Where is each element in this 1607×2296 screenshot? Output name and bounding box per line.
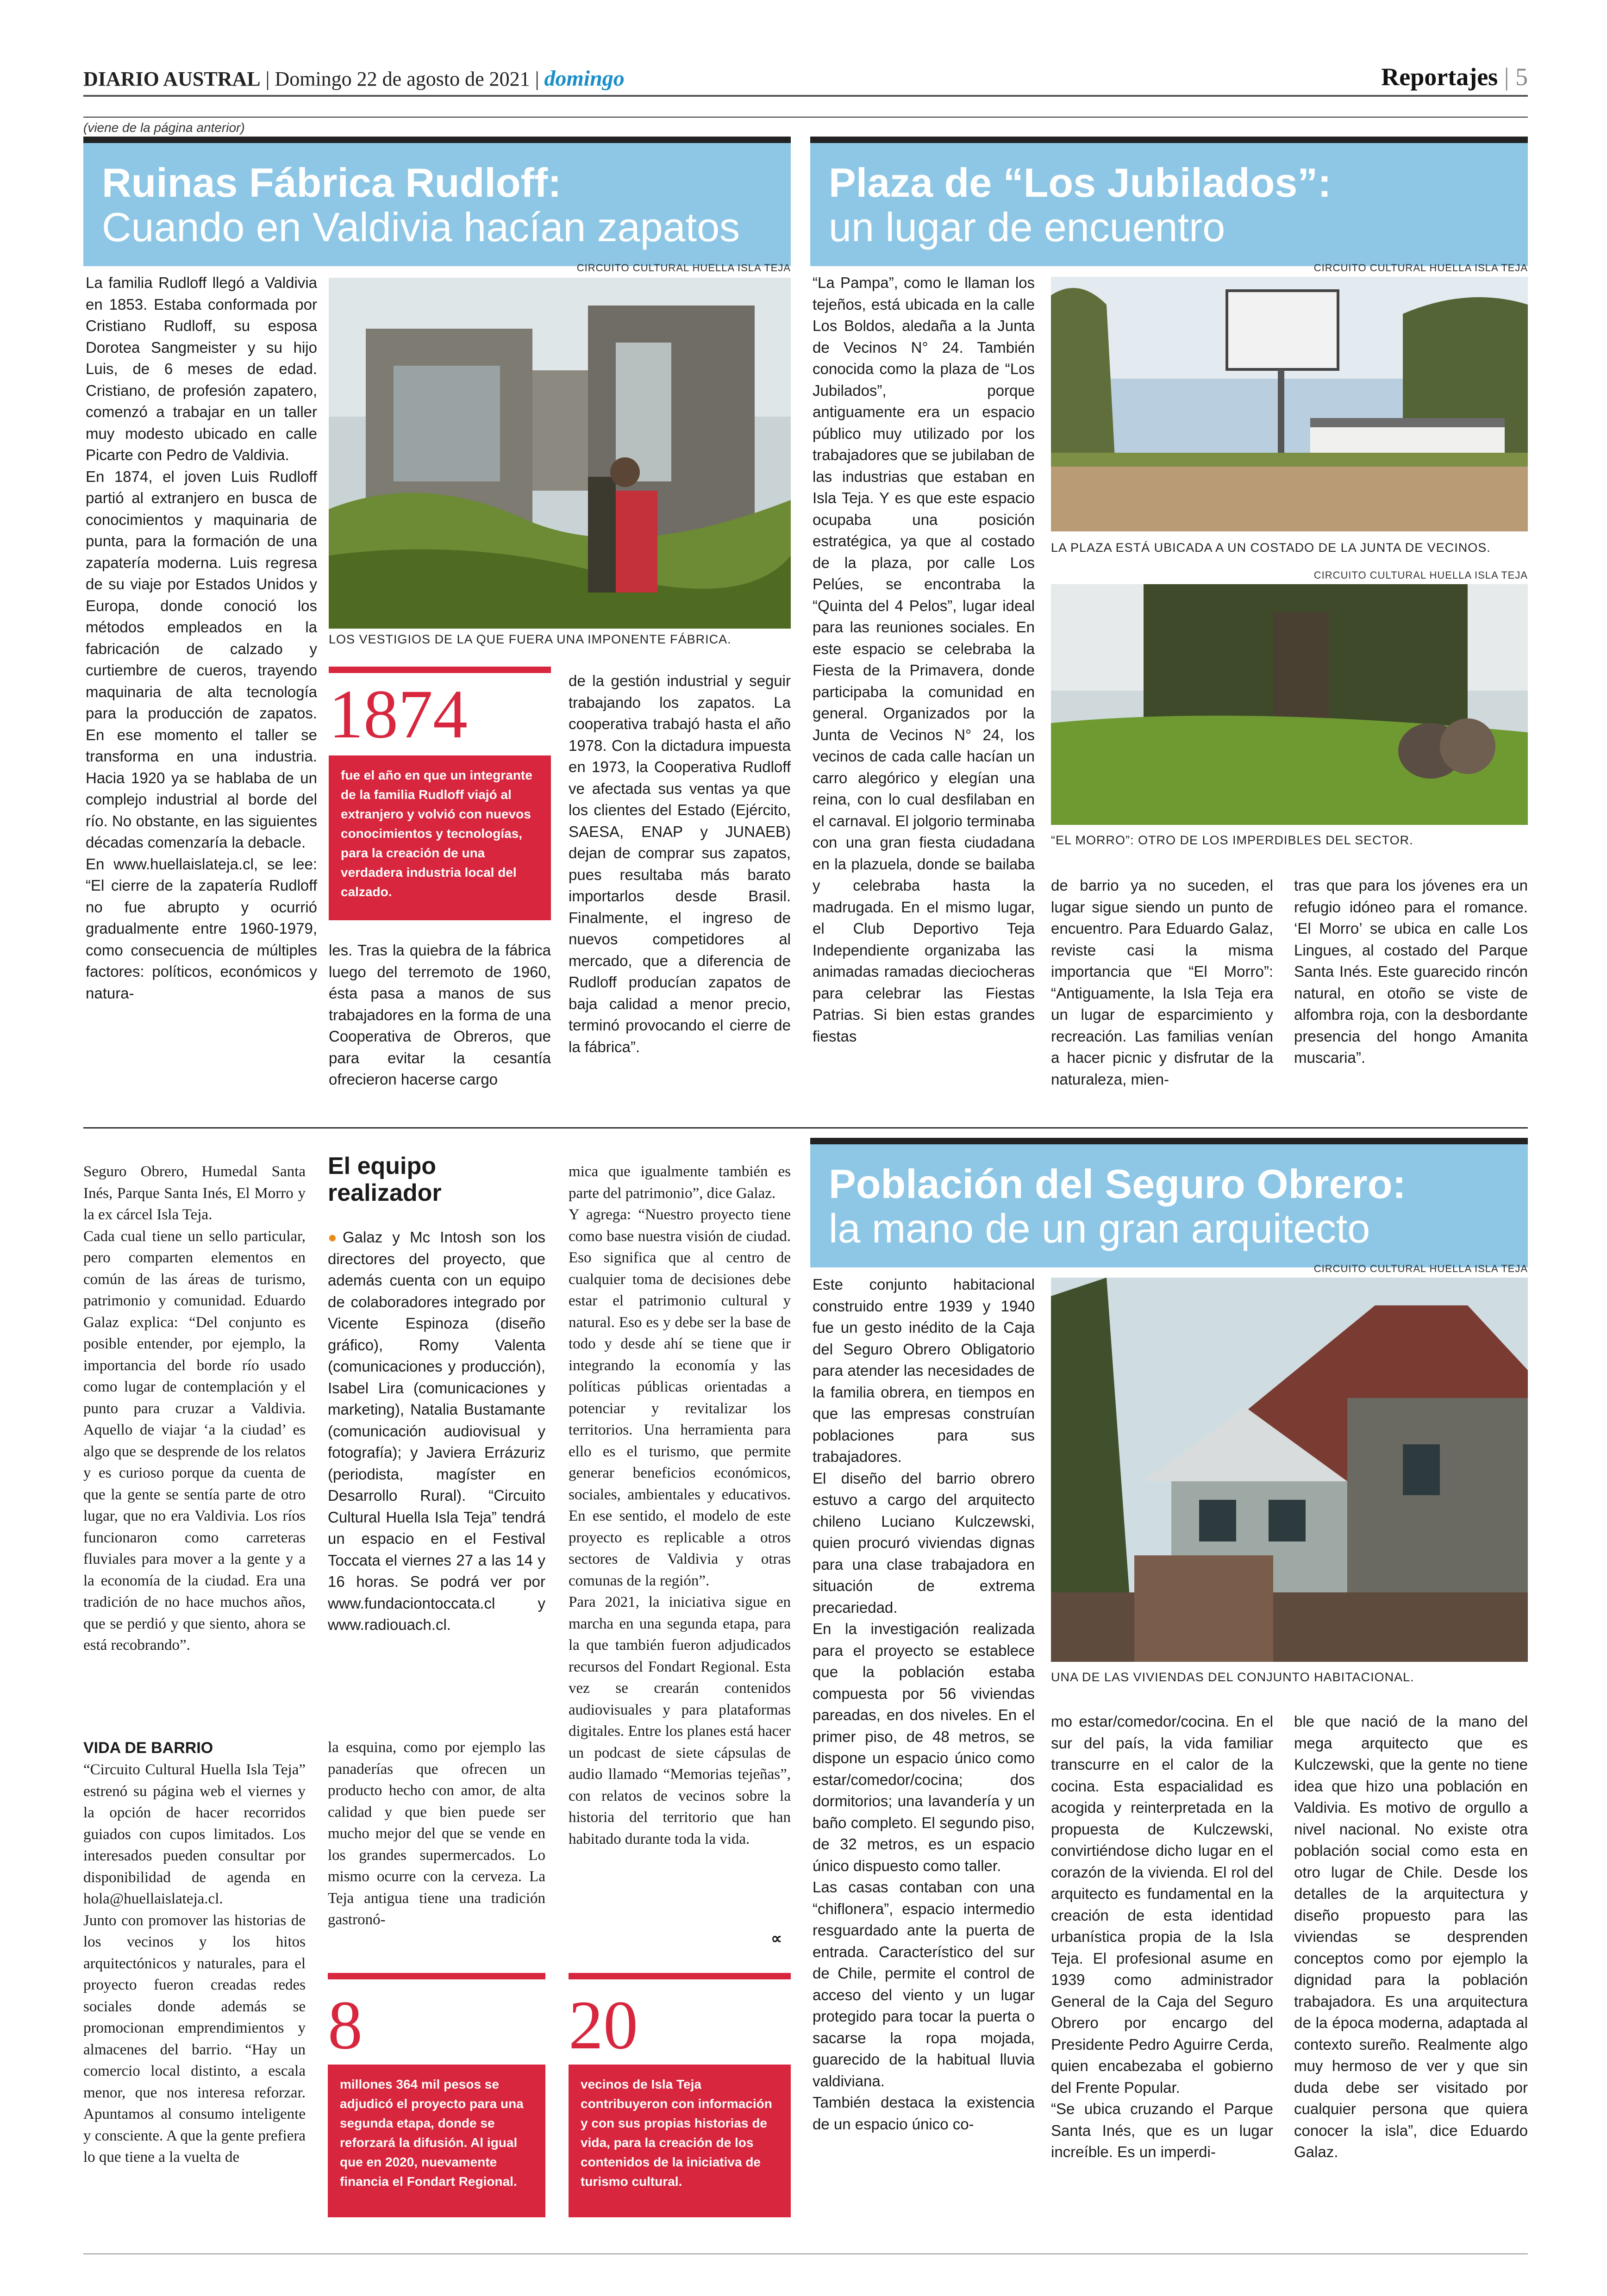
photo-credit: CIRCUITO CULTURAL HUELLA ISLA TEJA	[576, 262, 791, 274]
seguro-photo	[1051, 1278, 1528, 1662]
seguro-col-1: Este conjunto habitacional construido entre 1939 y 1940 fue un gesto inédito de la Caja del Seguro Obrero Obligatorio para atender las necesidades de la familia obrera, en tiempos en que las empresas construían poblaciones para sus trabajadores. El diseño del barrio obrero estuvo a cargo del arquitecto chileno Luciano Kulczewski, quien procuró viviendas dignas para una clase trabajadora en situación de extrema precariedad. En la investigación realizada para el proyecto se establece que la población estaba compuesta por 56 viviendas pareadas, en dos niveles. En el primer piso, de 48 metros, se dispone un espacio único como estar/comedor/cocina; dos dormitorios; una lavandería y un baño completo. El segundo piso, de 32 metros, es un espacio único dispuesto como taller. Las casas contaban con una “chiflonera”, espacio intermedio resguardado ante la puerta de entrada. Característico del sur de Chile, permite el control de acceso del viento y un lugar protegido para tocar la puerta o sacarse la ropa mojada, guarecido de la habitual lluvia valdiviana. También destaca la existencia de un espacio único co-	[813, 1276, 1035, 2133]
stat-8-box: millones 364 mil pesos se adjudicó el proyecto para una segunda etapa, donde se reforzará la difusión. Al igual que en 2020, nuevamente financia el Fondart Regional.	[328, 2065, 545, 2217]
rudloff-col-1: La familia Rudloff llegó a Valdivia en 1853. Estaba conformada por Cristiano Rudloff, su esposa Dorotea Sangmeister y su hijo Luis, de 6 meses de edad. Cristiano, de profesión zapatero, comenzó a trabajar en un taller muy modesto ubicado en calle Picarte con Pedro de Valdivia. En 1874, el joven Luis Rudloff partió al extranjero en busca de conocimientos y maquinaria de punta, para la formación de una zapatería moderna. Luis regresa de su viaje por Estados Unidos y Europa, donde conoció los métodos empleados en la fabricación de calzado y curtiembre de cueros, trayendo maquinaria de alta tecnología para la producción de zapatos. En ese momento el taller se transforma en una industria. Hacia 1920 ya se hablaba de un complejo industrial al borde del río. No obstante, en las siguientes décadas comenzaría la debacle. En www.huellaislateja.cl, se lee: “El cierre de la zapatería Rudloff no fue abrupto y ocurrió gradualmente entre 1960-1979, como consecuencia de múltiples factores: políticos, económicos y natura-	[86, 274, 317, 1002]
continuation-col-2b: la esquina, como por ejemplo las panaderías que ofrecen un producto hecho con amor, de alta calidad y que bien puede ser mucho mejor del que se vende en los grandes supermercados. Lo mismo ocurre con la cerveza. La Teja antigua tiene una tradición gastronó-	[328, 1739, 545, 1928]
seguro-title-bar	[810, 1138, 1528, 1267]
plaza-caption-1: LA PLAZA ESTÁ UBICADA A UN COSTADO DE LA JUNTA DE VECINOS.	[1051, 541, 1491, 555]
rudloff-title-bar	[83, 137, 791, 266]
stat-20-number: 20	[569, 1987, 638, 2064]
seguro-subtitle: la mano de un gran arquitecto	[829, 1205, 1370, 1251]
equipo-body: Galaz y Mc Intosh son los directores del proyecto, que además cuenta con un equipo de colaboradores integrado por Vicente Espinoza (diseño gráfico), Romy Valenta (comunicaciones y producción), Isabel Lira (comunicaciones y marketing), Natalia Bustamante (comunicación audiovisual y fotografía); y Javiera Errázuriz (periodista, magíster en Desarrollo Rural). “Circuito Cultural Huella Isla Teja” tendrá un espacio en el Festival Toccata el viernes 27 a las 14 y 16 horas. Se podrá ver por www.fundaciontoccata.cl y www.radiouach.cl.	[328, 1229, 546, 1633]
section-title: Reportajes	[1381, 63, 1498, 91]
seguro-title: Población del Seguro Obrero:	[829, 1161, 1406, 1207]
stat-20-box: vecinos de Isla Teja contribuyeron con información y con sus propias historias de vida, para la creación de los contenidos de la iniciativa de turismo cultural.	[569, 2065, 791, 2217]
end-mark-icon: ∝	[771, 1930, 782, 1947]
page-footer-rule	[83, 2253, 1528, 2254]
plaza-title-bar	[810, 137, 1528, 266]
plaza-photo-2	[1051, 584, 1528, 825]
plaza-col-1: “La Pampa”, como le llaman los tejeños, está ubicada en la calle Los Boldos, aledaña a la Junta de Vecinos N° 24. También conocida como la plaza de “Los Jubilados”, porque antiguamente era un espacio público muy utilizado por los trabajadores que se jubilaban de las industrias que estaban en Isla Teja. Y es que este espacio ocupaba una posición estratégica, ya que al costado de la plaza, por calle Los Pelúes, se encontraba la “Quinta del 4 Pelos”, lugar ideal para las reuniones sociales. En este espacio se celebraba la Fiesta de la Primavera, donde participaba la comunidad en general. Organizados por la Junta de Vecinos N° 24, los vecinos de cada calle hacían un carro alegórico y elegían una reina, con lo cual desfilaban en el carnaval. El jolgorio terminaba con una gran fiesta ciudadana en la plazuela, donde se bailaba y celebraba hasta la madrugada. En el mismo lugar, el Club Deportivo Teja Independiente organizaba las animadas ramadas dieciocheras para celebrar las Fiestas Patrias. Si bien estas grandes fiestas	[813, 274, 1035, 1045]
continuation-col-1b: “Circuito Cultural Huella Isla Teja” estrenó su página web el viernes y la opción de hacer recorridos guiados con cupos limitados. Los interesados pueden consultar por disponibilidad de agenda en hola@huellaislateja.cl. Junto con promover las historias de los vecinos y los hitos arquitectónicos y naturales, para el proyecto fueron creadas redes sociales donde además se promocionan emprendimientos y almacenes del barrio. “Hay un comercio local distinto, a escala menor, que nos interesa reforzar. Apuntamos al consumo inteligente y consciente. A que la gente prefiera lo que tiene a la vuelta de	[83, 1761, 306, 2165]
plaza-title: Plaza de “Los Jubilados”:	[829, 160, 1332, 206]
page-header	[83, 62, 1528, 97]
rudloff-subtitle: Cuando en Valdivia hacían zapatos	[102, 204, 740, 250]
photo-credit-4: CIRCUITO CULTURAL HUELLA ISLA TEJA	[1313, 1263, 1528, 1274]
continued-note: (viene de la página anterior)	[83, 117, 1528, 135]
stat-8-number: 8	[328, 1987, 363, 2064]
rudloff-photo	[329, 278, 791, 629]
page-number: 5	[1515, 63, 1528, 91]
rudloff-title: Ruinas Fábrica Rudloff:	[102, 160, 562, 206]
plaza-caption-2: “EL MORRO”: OTRO DE LOS IMPERDIBLES DEL SECTOR.	[1051, 833, 1413, 847]
header-left: DIARIO AUSTRAL | Domingo 22 de agosto de 2021 | domingo	[83, 66, 625, 91]
rudloff-stat-box: fue el año en que un integrante de la familia Rudloff viajó al extranjero y volvió con nuevos conocimientos y tecnologías, para la creación de una verdadera industria local del calzado.	[329, 755, 551, 920]
continuation-col-3: mica que igualmente también es parte del patrimonio”, dice Galaz. Y agrega: “Nuestro proyecto tiene como base nuestra visión de ciudad. Eso significa que al centro de cualquier toma de decisiones debe estar el patrimonio cultural y natural. Eso es y debe ser la base de todo y desde ahí se tiene que ir integrando la economía y las políticas públicas orientadas a potenciar y revitalizar los territorios. Una herramienta para ello es el turismo, que permite generar beneficios económicos, sociales, ambientales y educativos. En ese sentido, el modelo de este proyecto es replicable a otros sectores de Valdivia y otras comunas de la región”. Para 2021, la iniciativa sigue en marcha en una segunda etapa, para la que también fueron adjudicados recursos del Fondart Regional. Esta vez se crearán contenidos audiovisuales y para plataformas digitales. Entre los planes está hacer un podcast de siete cápsulas de audio llamado “Memorias tejeñas”, con relatos de vecinos sobre la historia del territorio que han habitado durante toda la vida.	[569, 1163, 791, 1847]
header-date: Domingo 22 de agosto de 2021	[275, 68, 530, 90]
stat-20-rule	[569, 1973, 791, 1979]
section-divider	[83, 1127, 1528, 1129]
rudloff-caption: LOS VESTIGIOS DE LA QUE FUERA UNA IMPONENTE FÁBRICA.	[329, 632, 732, 646]
photo-credit-3: CIRCUITO CULTURAL HUELLA ISLA TEJA	[1313, 569, 1528, 581]
section-name: domingo	[544, 66, 625, 91]
continuation-col-1a: Seguro Obrero, Humedal Santa Inés, Parque Santa Inés, El Morro y la ex cárcel Isla Teja. Cada cual tiene un sello particular, pero comparten elementos en común de las áreas de turismo, patrimonio y comunidad. Eduardo Galaz explica: “Del conjunto es posible entender, por ejemplo, la importancia del borde río usado como lugar de contemplación y el punto para cruzar a Valdivia. Aquello de viajar ‘a la ciudad’ es algo que se desprende de los relatos y es curioso porque da cuenta de que la gente se sentía parte de otro lugar, que no era Valdivia. Los ríos funcionaron como carreteras fluviales para mover a la gente y a la economía de la ciudad. Era una tradición de no hace muchos años, que se perdió y que siento, ahora se está recobrando”.	[83, 1163, 306, 1653]
plaza-subtitle: un lugar de encuentro	[829, 204, 1226, 250]
rudloff-stat-rule	[329, 667, 551, 673]
plaza-col-2: de barrio ya no suceden, el lugar sigue siendo un punto de encuentro. Para Eduardo Galaz, reviste casi la misma importancia que “El Morro”: “Antiguamente, la Isla Teja era un lugar de esparcimiento y recreación. Las familias venían a hacer picnic y disfrutar de la naturaleza, mien-	[1051, 877, 1273, 1088]
header-right: Reportajes | 5	[1381, 63, 1528, 91]
bullet-icon: ●	[328, 1229, 343, 1246]
rudloff-stat-number: 1874	[329, 676, 468, 753]
plaza-col-3: tras que para los jóvenes era un refugio idóneo para el romance. ‘El Morro’ se ubica en calle Los Lingues, al costado del Parque Santa Inés. Este guarecido rincón natural, en otoño se viste de alfombra roja, con la desbordante presencia del hongo Amanita muscaria”.	[1294, 877, 1528, 1066]
paper-name: DIARIO AUSTRAL	[83, 68, 261, 90]
equipo-text	[328, 1227, 545, 1717]
seguro-caption: UNA DE LAS VIVIENDAS DEL CONJUNTO HABITACIONAL.	[1051, 1670, 1414, 1684]
plaza-photo-1	[1051, 277, 1528, 531]
photo-credit-2: CIRCUITO CULTURAL HUELLA ISLA TEJA	[1313, 262, 1528, 274]
seguro-col-2: mo estar/comedor/cocina. En el sur del país, la vida familiar transcurre en el calor de la cocina. Esta espacialidad es acogida y reinterpretada en la propuesta de Kulczewski, convirtiéndose dicho lugar en el corazón de la vivienda. El rol del arquitecto es fundamental en la creación de esta identidad urbanística propia de la Isla Teja. El profesional asume en 1939 como administrador General de la Caja del Seguro Obrero por encargo del Presidente Pedro Aguirre Cerda, quien encabezaba el gobierno del Frente Popular. “Se ubica cruzando el Parque Santa Inés, que es un lugar increíble. Es un imperdi-	[1051, 1713, 1273, 2160]
rudloff-col-3: de la gestión industrial y seguir trabajando los zapatos. La cooperativa trabajó hasta el año 1978. Con la dictadura impuesta en 1973, la Cooperativa Rudloff ve afectada sus ventas ya que los clientes del Estado (Ejército, SAESA, ENAP y JUNAEB) dejan de comprar sus zapatos, pues resultaba más barato importarlos desde Brasil. Finalmente, el ingreso de nuevos competidores al mercado, que a diferencia de Rudloff producían zapatos de baja calidad a menor precio, terminó provocando el cierre de la fábrica”.	[569, 672, 791, 1055]
stat-8-rule	[328, 1973, 545, 1979]
equipo-title: El equipo realizador	[328, 1153, 442, 1206]
rudloff-col-2: les. Tras la quiebra de la fábrica luego del terremoto de 1960, ésta pasa a manos de sus trabajadores en la forma de una Cooperativa de Obreros, que para evitar la cesantía ofrecieron hacerse cargo	[329, 942, 551, 1088]
seguro-col-3: ble que nació de la mano del mega arquitecto que es Kulczewski, que la gente no tiene idea que hizo una población en Valdivia. Es motivo de orgullo a nivel nacional. No existe otra población social como esta en otro lugar de Chile. Desde los detalles de la arquitectura y diseño propuesto para las viviendas se desprenden conceptos como por ejemplo la dignidad para la población trabajadora. Es una arquitectura de la época moderna, adaptada al contexto sureño. Realmente algo muy hermoso de ver y que sin duda debe ser visitado por cualquier persona que quiera conocer la isla”, dice Eduardo Galaz.	[1294, 1713, 1528, 2160]
subhead-vida-de-barrio: VIDA DE BARRIO	[83, 1739, 213, 1757]
